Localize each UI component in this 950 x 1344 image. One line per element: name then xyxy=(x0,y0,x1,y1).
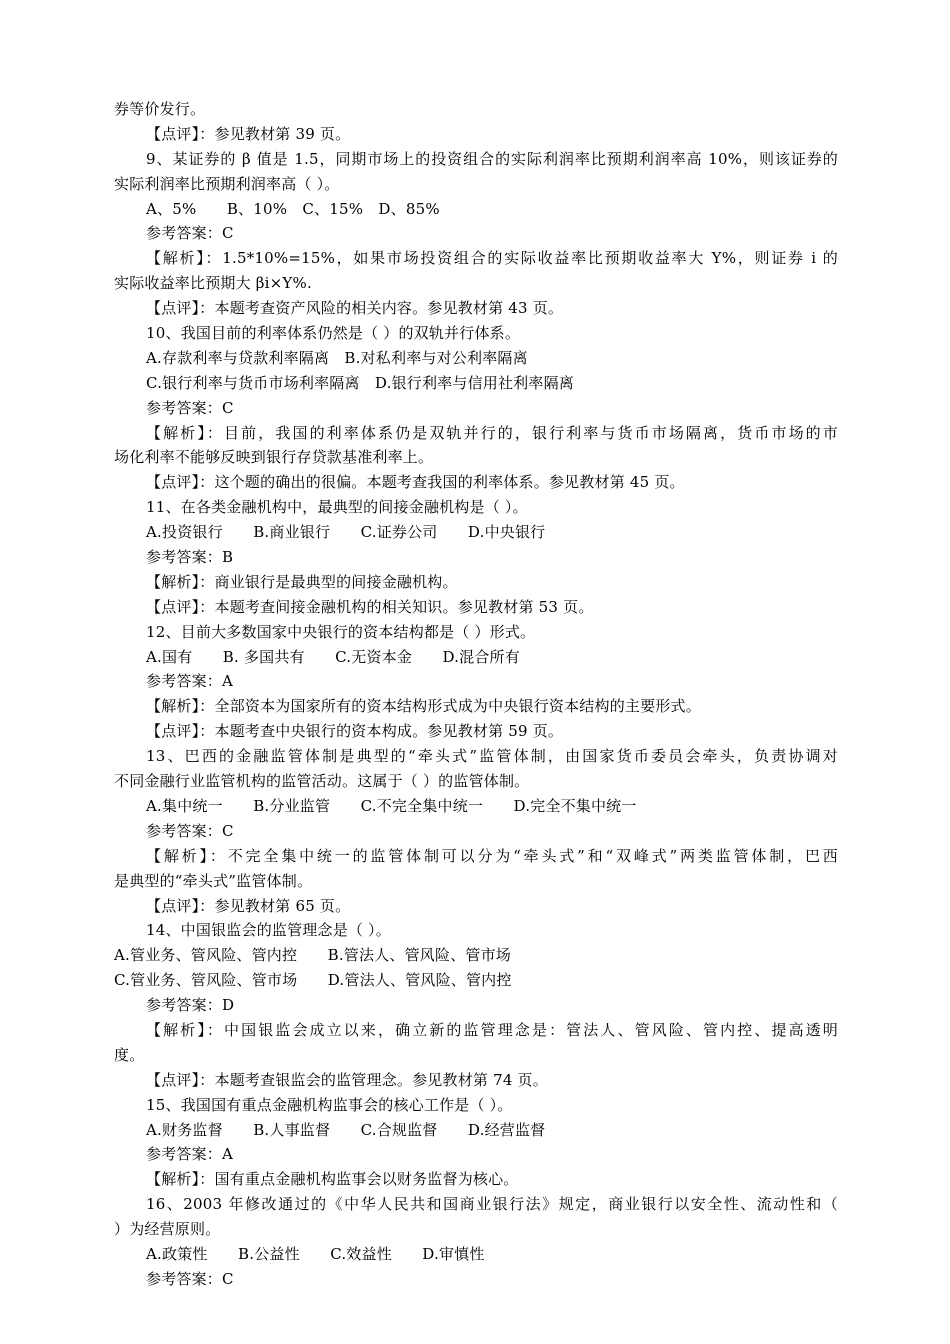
document-body xyxy=(114,97,838,1292)
text-line: A.存款利率与贷款利率隔离 B.对私利率与对公利率隔离 xyxy=(146,348,528,367)
text-line: 参考答案：B xyxy=(146,548,234,567)
text-line: A.财务监督 B.人事监督 C.合规监督 D.经营监督 xyxy=(146,1120,546,1139)
text-line: 【点评】：参见教材第 65 页。 xyxy=(146,896,351,915)
text-line: 参考答案：A xyxy=(146,1145,234,1164)
text-line: 12、目前大多数国家中央银行的资本结构都是（ ）形式。 xyxy=(146,622,536,641)
text-line: 参考答案：A xyxy=(146,672,234,691)
text-line: 【解析】：目前，我国的利率体系仍是双轨并行的，银行利率与货币市场隔离，货币市场的市 xyxy=(146,423,838,442)
text-line: 不同金融行业监管机构的监管活动。这属于（ ）的监管体制。 xyxy=(114,772,530,791)
text-line: 10、我国目前的利率体系仍然是（ ）的双轨并行体系。 xyxy=(146,324,521,343)
text-line: 【点评】：这个题的确出的很偏。本题考查我国的利率体系。参见教材第 45 页。 xyxy=(146,473,685,492)
text-line: C.银行利率与货币市场利率隔离 D.银行利率与信用社利率隔离 xyxy=(146,373,574,392)
text-line: A.管业务、管风险、管内控 B.管法人、管风险、管市场 xyxy=(114,946,511,965)
text-line: 【解析】：国有重点金融机构监事会以财务监督为核心。 xyxy=(146,1170,519,1189)
text-line: 参考答案：C xyxy=(146,821,234,840)
text-line: 是典型的“牵头式”监管体制。 xyxy=(114,871,313,890)
text-line: 11、在各类金融机构中，最典型的间接金融机构是（ ）。 xyxy=(146,498,528,517)
text-line: ）为经营原则。 xyxy=(114,1220,221,1239)
text-line: 参考答案：C xyxy=(146,224,234,243)
text-line: 实际利润率比预期利润率高（ ）。 xyxy=(114,174,340,193)
text-line: 13、巴西的金融监管体制是典型的“牵头式”监管体制，由国家货币委员会牵头，负责协调对 xyxy=(146,747,838,766)
text-line: 【解析】：1.5*10%=15%，如果市场投资组合的实际收益率比预期收益率大 Y%，则证券 i 的 xyxy=(146,249,838,268)
text-line: 15、我国国有重点金融机构监事会的核心工作是（ ）。 xyxy=(146,1095,513,1114)
text-line: 参考答案：C xyxy=(146,398,234,417)
text-line: 14、中国银监会的监管理念是（ ）。 xyxy=(146,921,391,940)
text-line: 度。 xyxy=(114,1045,145,1064)
text-line: 16、2003 年修改通过的《中华人民共和国商业银行法》规定，商业银行以安全性、流动性和（ xyxy=(146,1195,838,1214)
text-line: A.集中统一 B.分业监管 C.不完全集中统一 D.完全不集中统一 xyxy=(146,796,637,815)
text-line: A、5% B、10% C、15% D、85% xyxy=(146,199,440,218)
text-line: 【点评】：本题考查银监会的监管理念。参见教材第 74 页。 xyxy=(146,1070,548,1089)
text-line: 【点评】：参见教材第 39 页。 xyxy=(146,124,351,143)
text-line: 实际收益率比预期大 βi×Y%. xyxy=(114,274,312,293)
text-line: A.政策性 B.公益性 C.效益性 D.审慎性 xyxy=(146,1244,485,1263)
text-line: 【解析】：不完全集中统一的监管体制可以分为“牵头式”和“双峰式”两类监管体制，巴西 xyxy=(146,846,838,865)
text-line: 【点评】：本题考查资产风险的相关内容。参见教材第 43 页。 xyxy=(146,299,564,318)
text-line: 【解析】：全部资本为国家所有的资本结构形式成为中央银行资本结构的主要形式。 xyxy=(146,697,701,716)
text-line: A.投资银行 B.商业银行 C.证券公司 D.中央银行 xyxy=(146,523,546,542)
text-line: A.国有 B. 多国共有 C.无资本金 D.混合所有 xyxy=(146,647,520,666)
text-line: 【点评】：本题考查间接金融机构的相关知识。参见教材第 53 页。 xyxy=(146,597,594,616)
text-line: 券等价发行。 xyxy=(114,100,206,118)
text-line: 参考答案：D xyxy=(146,996,235,1015)
text-line: 场化利率不能够反映到银行存贷款基准利率上。 xyxy=(114,448,434,467)
text-line: 【解析】：商业银行是最典型的间接金融机构。 xyxy=(146,572,458,591)
text-line: 参考答案：C xyxy=(146,1269,234,1288)
text-line: C.管业务、管风险、管市场 D.管法人、管风险、管内控 xyxy=(114,971,512,990)
text-line: 9、某证券的 β 值是 1.5，同期市场上的投资组合的实际利润率比预期利润率高 10%，则该证券的 xyxy=(146,149,838,168)
text-line: 【解析】：中国银监会成立以来，确立新的监管理念是：管法人、管风险、管内控、提高透明 xyxy=(146,1020,838,1039)
text-line: 【点评】：本题考查中央银行的资本构成。参见教材第 59 页。 xyxy=(146,722,564,741)
